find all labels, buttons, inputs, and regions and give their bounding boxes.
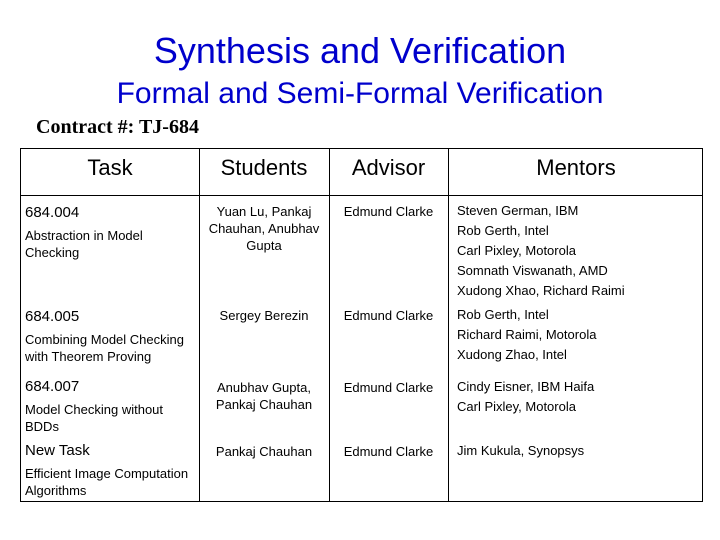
header-mentors: Mentors [536, 155, 616, 180]
mentor: Rob Gerth, Intel [457, 307, 549, 322]
row-students: Yuan Lu, Pankaj Chauhan, Anubhav Gupta [208, 204, 320, 253]
task-description: Combining Model Checking with Theorem Proving [25, 332, 184, 364]
mentor: Rob Gerth, Intel [457, 223, 549, 238]
task-description: Abstraction in Model Checking [25, 228, 143, 260]
column-divider [448, 149, 449, 501]
contract-number: Contract #: TJ-684 [36, 116, 199, 138]
row-mentors [457, 305, 701, 365]
row-students: Sergey Berezin [219, 308, 309, 323]
row-advisor: Edmund Clarke [343, 308, 434, 323]
mentor: Xudong Zhao, Intel [457, 347, 567, 362]
row-advisor: Edmund Clarke [343, 444, 434, 459]
task-table [20, 148, 703, 502]
column-divider [199, 149, 200, 501]
task-number: 684.007 [25, 378, 80, 395]
mentor: Somnath Viswanath, AMD [457, 263, 608, 278]
mentor: Cindy Eisner, IBM Haifa [457, 379, 595, 394]
header-students: Students [220, 155, 308, 180]
row-students: Pankaj Chauhan [215, 444, 313, 459]
slide-title: Synthesis and Verification [153, 30, 567, 71]
mentor: Steven German, IBM [457, 203, 579, 218]
row-mentors [457, 201, 701, 301]
table-row-task [25, 377, 195, 435]
table-row-task [25, 307, 195, 365]
mentor: Xudong Xhao, Richard Raimi [457, 283, 625, 298]
mentor: Jim Kukula, Synopsys [457, 443, 585, 458]
task-number: 684.004 [25, 204, 80, 221]
slide-subtitle: Formal and Semi-Formal Verification [116, 77, 604, 110]
table-row-task [25, 203, 195, 261]
task-description: Efficient Image Computation Algorithms [25, 466, 189, 498]
header-task: Task [87, 155, 133, 180]
row-advisor: Edmund Clarke [343, 380, 434, 395]
mentor: Carl Pixley, Motorola [457, 399, 576, 414]
task-number: New Task [25, 442, 90, 459]
header-divider [21, 195, 702, 196]
row-students: Anubhav Gupta, Pankaj Chauhan [215, 380, 313, 412]
mentor: Carl Pixley, Motorola [457, 243, 576, 258]
task-number: 684.005 [25, 308, 80, 325]
table-row-task [25, 441, 195, 499]
task-description: Model Checking without BDDs [25, 402, 164, 434]
header-advisor: Advisor [351, 155, 426, 180]
row-advisor: Edmund Clarke [343, 204, 434, 219]
mentor: Richard Raimi, Motorola [457, 327, 597, 342]
row-mentors [457, 377, 701, 417]
row-mentors [457, 441, 701, 461]
